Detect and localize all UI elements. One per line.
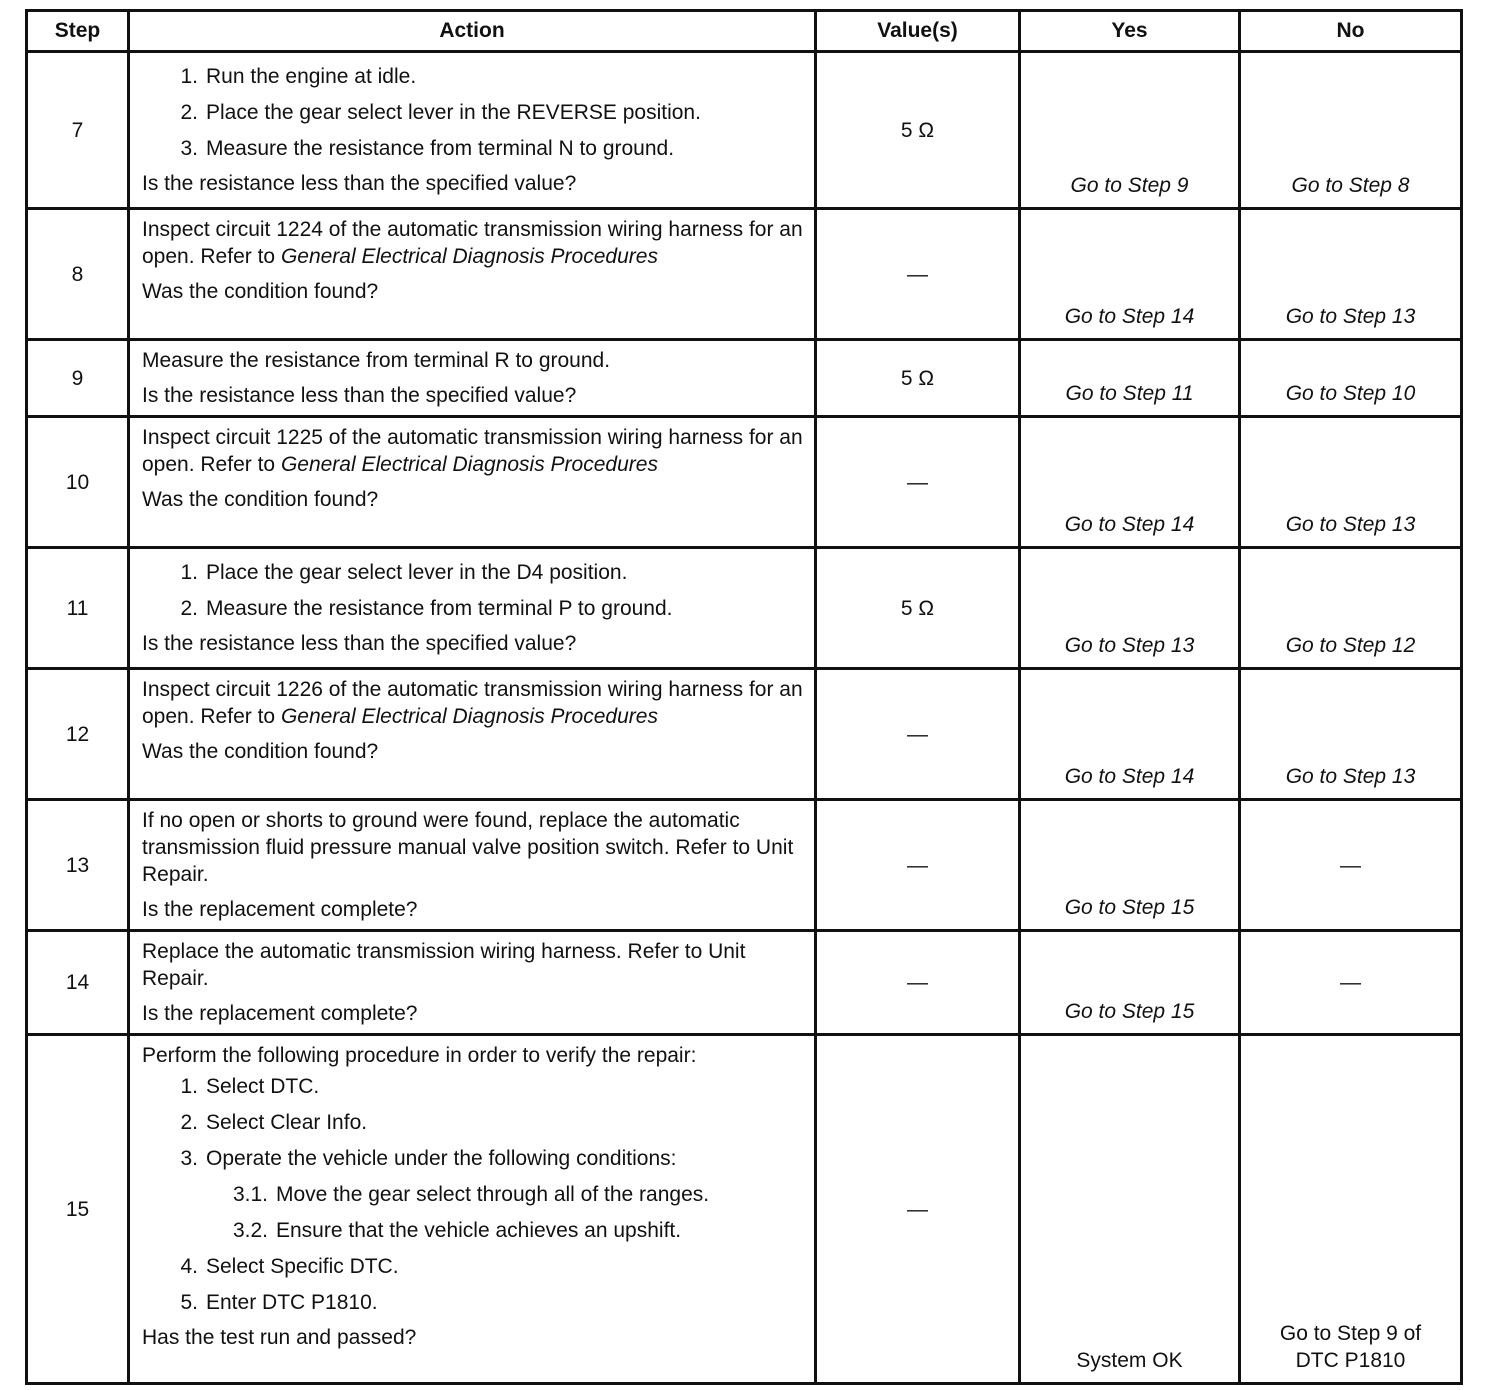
action-item-text: Select Specific DTC. [206,1255,399,1278]
value-cell: — [816,800,1020,931]
action-text: If no open or shorts to ground were found, replace the automatic transmission fluid pressure manual valve position switch. Refer to Unit Repair. [142,809,794,886]
yes-cell: Go to Step 15 [1020,931,1240,1035]
yes-cell: Go to Step 9 [1020,52,1240,209]
action-text-body: Inspect circuit 1225 of the automatic transmission wiring harness for an open. Refer to [142,426,803,476]
action-text: Measure the resistance from terminal R to ground. [142,349,611,372]
action-item: 3. Operate the vehicle under the following conditions: [180,1147,677,1170]
action-item-text: Measure the resistance from terminal N to ground. [206,137,675,160]
yes-cell: Go to Step 14 [1020,669,1240,800]
action-text [142,676,804,730]
action-cell [129,1035,816,1384]
action-item: 2. Measure the resistance from terminal P to ground. [180,597,673,620]
question: Is the replacement complete? [142,1002,418,1025]
action-text: Perform the following procedure in order to verify the repair: [142,1044,697,1067]
value-cell: — [816,669,1020,800]
no-line-2: DTC P1810 [1295,1349,1406,1372]
question: Was the condition found? [142,488,379,511]
step-number: 14 [27,931,129,1035]
reference-link: General Electrical Diagnosis Procedures [280,453,658,476]
table-row [27,669,1462,800]
question: Was the condition found? [142,740,379,763]
reference-link: General Electrical Diagnosis Procedures [280,245,658,268]
action-text-body: Inspect circuit 1224 of the automatic transmission wiring harness for an open. Refer to [142,218,803,268]
action-item: 2. Place the gear select lever in the REVERSE position. [180,101,701,124]
action-cell [129,931,816,1035]
yes-cell: Go to Step 14 [1020,417,1240,548]
table-row [27,52,1462,209]
no-cell: Go to Step 13 [1240,209,1462,340]
action-item-text: Ensure that the vehicle achieves an upshift. [276,1219,682,1242]
no-cell: — [1240,931,1462,1035]
table-row [27,340,1462,417]
header-no: No [1240,11,1462,52]
question: Is the resistance less than the specified value? [142,632,577,655]
no-cell: Go to Step 12 [1240,548,1462,669]
table-row [27,209,1462,340]
action-item-text: Select Clear Info. [206,1111,368,1134]
action-text [142,216,804,270]
header-row [27,11,1462,52]
value-cell: — [816,1035,1020,1384]
reference-link: General Electrical Diagnosis Procedures [280,705,658,728]
action-item: 2. Select Clear Info. [180,1111,368,1134]
no-cell: Go to Step 8 [1240,52,1462,209]
question: Is the resistance less than the specified value? [142,172,577,195]
step-number: 8 [27,209,129,340]
table-row [27,548,1462,669]
action-cell [129,52,816,209]
action-item: 1. Place the gear select lever in the D4 position. [180,561,628,584]
yes-cell: Go to Step 14 [1020,209,1240,340]
action-item-text: Select DTC. [206,1075,320,1098]
action-text-body: Inspect circuit 1226 of the automatic transmission wiring harness for an open. Refer to [142,678,803,728]
action-cell [129,548,816,669]
action-item: 1. Run the engine at idle. [180,65,417,88]
action-item-text: Operate the vehicle under the following conditions: [206,1147,677,1170]
no-cell: — [1240,800,1462,931]
action-item: 4. Select Specific DTC. [180,1255,399,1278]
header-values: Value(s) [816,11,1020,52]
step-number: 11 [27,548,129,669]
step-number: 10 [27,417,129,548]
action-cell [129,669,816,800]
table-row [27,1035,1462,1384]
action-item: 1. Select DTC. [180,1075,320,1098]
action-text [142,424,804,478]
action-item: 3. Measure the resistance from terminal N to ground. [180,137,675,160]
question: Has the test run and passed? [142,1326,417,1349]
header-action: Action [129,11,816,52]
step-number: 7 [27,52,129,209]
action-cell [129,417,816,548]
yes-cell: Go to Step 11 [1020,340,1240,417]
value-cell: — [816,209,1020,340]
no-cell: Go to Step 13 [1240,669,1462,800]
action-item-text: Run the engine at idle. [206,65,417,88]
value-cell: — [816,931,1020,1035]
no-line-1: Go to Step 9 of [1279,1322,1422,1345]
question: Was the condition found? [142,280,379,303]
value-cell: 5 Ω [816,548,1020,669]
step-number: 12 [27,669,129,800]
action-cell [129,209,816,340]
header-yes: Yes [1020,11,1240,52]
action-item-text: Place the gear select lever in the D4 position. [206,561,628,584]
action-subitem: 3.1. Move the gear select through all of the ranges. [232,1183,710,1206]
value-cell: 5 Ω [816,340,1020,417]
action-text: Replace the automatic transmission wiring harness. Refer to Unit Repair. [142,940,746,990]
question: Is the resistance less than the specified value? [142,384,577,407]
step-number: 13 [27,800,129,931]
header-step: Step [27,11,129,52]
value-cell: — [816,417,1020,548]
value-cell: 5 Ω [816,52,1020,209]
yes-cell: Go to Step 13 [1020,548,1240,669]
step-number: 9 [27,340,129,417]
action-item-text: Enter DTC P1810. [206,1291,378,1314]
action-cell [129,340,816,417]
action-item-text: Move the gear select through all of the ranges. [276,1183,710,1206]
diagnostic-table [25,9,1463,1385]
action-item-text: Measure the resistance from terminal P to ground. [206,597,673,620]
action-cell [129,800,816,931]
no-cell: Go to Step 13 [1240,417,1462,548]
action-item: 5. Enter DTC P1810. [180,1291,378,1314]
table-row [27,800,1462,931]
table-row [27,931,1462,1035]
yes-cell: System OK [1020,1035,1240,1384]
step-number: 15 [27,1035,129,1384]
action-item-text: Place the gear select lever in the REVERSE position. [206,101,701,124]
action-subitem: 3.2. Ensure that the vehicle achieves an upshift. [232,1219,682,1242]
table-row [27,417,1462,548]
no-cell [1240,1035,1462,1384]
no-cell: Go to Step 10 [1240,340,1462,417]
yes-cell: Go to Step 15 [1020,800,1240,931]
question: Is the replacement complete? [142,898,418,921]
